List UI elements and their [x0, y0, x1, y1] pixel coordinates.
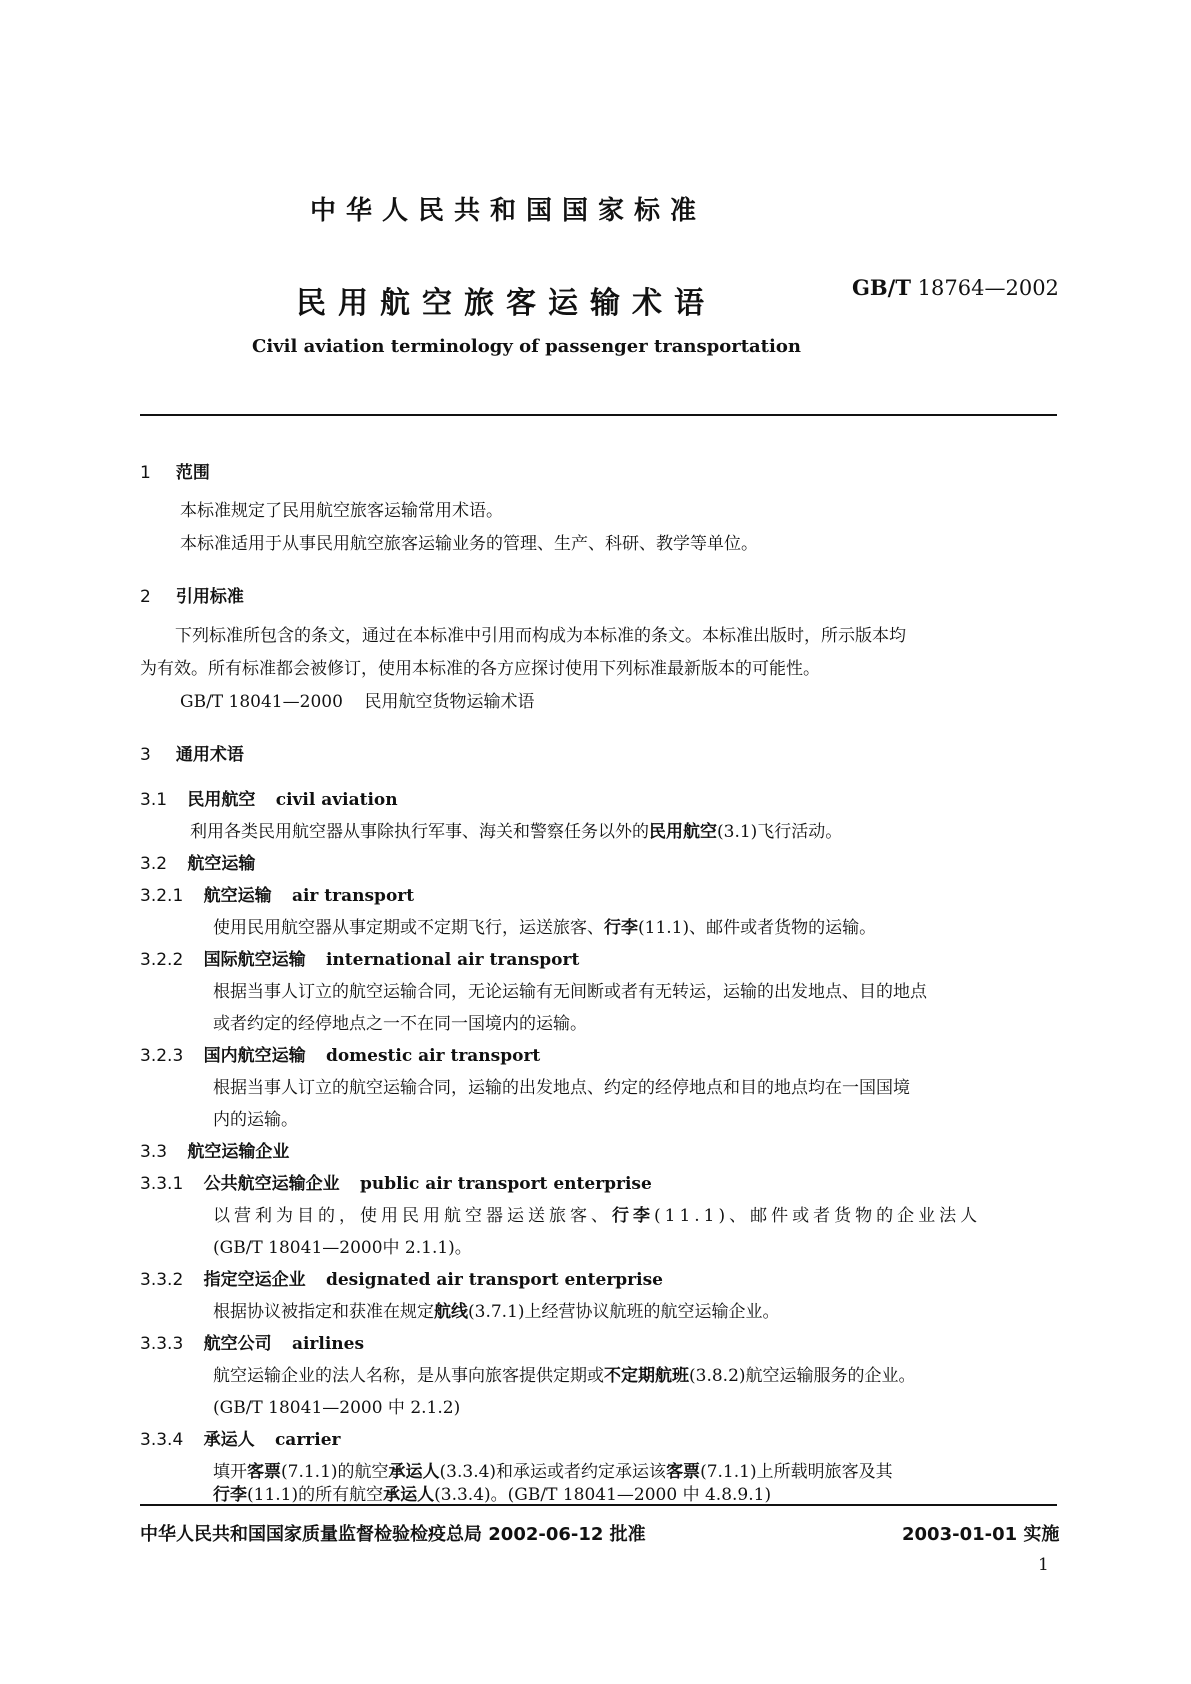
cross-reference-term: 承运人: [383, 1485, 435, 1505]
section-2-para-line-1: 下列标准所包含的条文，通过在本标准中引用而构成为本标准的条文。本标准出版时，所示版本均: [175, 626, 906, 646]
section-2-number: 2: [140, 587, 151, 607]
document-title-cn: 民用航空旅客运输术语: [296, 286, 716, 321]
section-2-heading: [140, 582, 244, 607]
term-3-3-3-definition-line-2: (GB/T 18041—2000 中 2.1.2): [213, 1398, 461, 1418]
cross-reference-term: 承运人: [388, 1462, 440, 1482]
standard-code: [852, 275, 1059, 300]
term-3-3-1-definition-line-2: (GB/T 18041—2000中 2.1.1)。: [213, 1238, 472, 1258]
reference-title: 民用航空货物运输术语: [364, 692, 535, 712]
definition-text: (7.1.1)上所载明旅客及其: [700, 1462, 893, 1482]
cross-reference-term: 民用航空: [649, 822, 717, 842]
term-en: public air transport enterprise: [359, 1174, 652, 1194]
definition-text: 填开: [213, 1462, 247, 1482]
term-3-2-1-definition: [213, 913, 876, 938]
definition-text: 利用各类民用航空器从事除执行军事、海关和警察任务以外的: [190, 822, 649, 842]
term-3-2-3-definition-line-1: 根据当事人订立的航空运输合同，运输的出发地点、约定的经停地点和目的地点均在一国国境: [213, 1078, 910, 1098]
term-3-2-2-heading: [140, 945, 579, 970]
term-cn: 指定空运企业: [203, 1270, 306, 1290]
definition-text: (3.3.4)。(GB/T 18041—2000 中 4.8.9.1): [434, 1485, 772, 1505]
term-number: 3.3.4: [140, 1430, 184, 1450]
section-3-heading: [140, 740, 244, 765]
section-3-title: 通用术语: [175, 745, 244, 765]
header-divider: [140, 414, 1057, 416]
term-3-3-1-definition-line-1: [213, 1201, 981, 1226]
definition-text: 以营利为目的，使用民用航空器运送旅客、: [213, 1206, 612, 1226]
section-1-heading: [140, 458, 210, 483]
term-number: 3.2.3: [140, 1046, 184, 1066]
national-standard-heading: 中华人民共和国国家标准: [310, 196, 707, 226]
term-3-2-2-definition-line-1: 根据当事人订立的航空运输合同，无论运输有无间断或者有无转运，运输的出发地点、目的地点: [213, 982, 927, 1002]
section-2-para-line-2: 为有效。所有标准都会被修订，使用本标准的各方应探讨使用下列标准最新版本的可能性。: [140, 659, 820, 679]
approval-note: 中华人民共和国国家质量监督检验检疫总局 2002-06-12 批准: [140, 1524, 646, 1545]
term-3-3-3-heading: [140, 1329, 364, 1354]
term-3-3-4-heading: [140, 1425, 340, 1450]
term-3-3-3-definition-line-1: [213, 1361, 916, 1386]
cross-reference-term: 行李: [604, 918, 638, 938]
term-number: 3.3.2: [140, 1270, 184, 1290]
term-cn: 承运人: [203, 1430, 255, 1450]
term-en: airlines: [291, 1334, 365, 1354]
cross-reference-term: 行李: [213, 1485, 247, 1505]
definition-text: (3.7.1)上经营协议航班的航空运输企业。: [468, 1302, 780, 1322]
term-cn: 航空运输企业: [187, 1142, 290, 1162]
definition-text: (3.3.4)和承运或者约定承运该: [439, 1462, 667, 1482]
term-number: 3.3.3: [140, 1334, 184, 1354]
term-cn: 国内航空运输: [203, 1046, 306, 1066]
footer-divider: [140, 1504, 1057, 1506]
cross-reference-term: 航线: [434, 1302, 468, 1322]
section-1-line-1: 本标准规定了民用航空旅客运输常用术语。: [180, 501, 503, 521]
definition-text: (11.1)的所有航空: [247, 1485, 384, 1505]
cross-reference-term: 客票: [247, 1462, 281, 1482]
term-number: 3.3.1: [140, 1174, 184, 1194]
term-3-3-4-definition-line-1: [213, 1457, 893, 1482]
term-en: civil aviation: [275, 790, 398, 810]
term-3-3-4-definition-line-2: [213, 1480, 771, 1505]
cross-reference-term: 不定期航班: [604, 1366, 689, 1386]
cross-reference-term: 客票: [666, 1462, 701, 1482]
page-number: 1: [1038, 1555, 1049, 1575]
definition-text: (7.1.1)的航空: [281, 1462, 389, 1482]
term-cn: 航空公司: [203, 1334, 272, 1354]
section-1-line-2: 本标准适用于从事民用航空旅客运输业务的管理、生产、科研、教学等单位。: [180, 534, 758, 554]
standard-code-prefix: GB/T: [852, 275, 911, 300]
term-3-2-heading: [140, 849, 255, 874]
normative-reference: [180, 686, 535, 719]
definition-text: (11.1)、邮件或者货物的运输。: [638, 918, 877, 938]
term-cn: 国际航空运输: [203, 950, 306, 970]
definition-text: (11.1)、邮件或者货物的企业法人: [654, 1206, 982, 1226]
term-3-1-heading: [140, 785, 398, 810]
definition-text: (3.8.2)航空运输服务的企业。: [689, 1366, 916, 1386]
cross-reference-term: 行李: [612, 1206, 654, 1226]
term-3-1-definition: [190, 817, 842, 842]
term-3-2-1-heading: [140, 881, 414, 906]
reference-code: GB/T 18041—2000: [180, 692, 343, 712]
term-cn: 航空运输: [187, 854, 256, 874]
term-3-2-3-definition-line-2: 内的运输。: [213, 1110, 298, 1130]
definition-text: 根据协议被指定和获准在规定: [213, 1302, 434, 1322]
term-cn: 航空运输: [203, 886, 272, 906]
term-en: international air transport: [325, 950, 580, 970]
term-number: 3.2.1: [140, 886, 184, 906]
term-cn: 民用航空: [187, 790, 256, 810]
term-3-3-2-heading: [140, 1265, 663, 1290]
term-3-2-2-definition-line-2: 或者约定的经停地点之一不在同一国境内的运输。: [213, 1014, 587, 1034]
term-3-3-2-definition: [213, 1297, 780, 1322]
term-number: 3.2: [140, 854, 168, 874]
term-en: domestic air transport: [325, 1046, 541, 1066]
definition-text: 使用民用航空器从事定期或不定期飞行，运送旅客、: [213, 918, 604, 938]
term-3-3-1-heading: [140, 1169, 652, 1194]
term-cn: 公共航空运输企业: [203, 1174, 340, 1194]
section-1-title: 范围: [175, 463, 210, 483]
section-1-number: 1: [140, 463, 151, 483]
term-en: carrier: [274, 1430, 341, 1450]
definition-text: 航空运输企业的法人名称，是从事向旅客提供定期或: [213, 1366, 604, 1386]
document-title-en: Civil aviation terminology of passenger transportation: [252, 336, 801, 357]
section-3-number: 3: [140, 745, 151, 765]
term-3-2-3-heading: [140, 1041, 540, 1066]
section-2-title: 引用标准: [175, 587, 244, 607]
standard-code-number: 18764—2002: [917, 276, 1059, 300]
term-en: air transport: [291, 886, 415, 906]
term-number: 3.2.2: [140, 950, 184, 970]
term-number: 3.1: [140, 790, 168, 810]
term-en: designated air transport enterprise: [325, 1270, 663, 1290]
term-number: 3.3: [140, 1142, 168, 1162]
term-3-3-heading: [140, 1137, 289, 1162]
implementation-date: 2003-01-01 实施: [902, 1524, 1060, 1545]
definition-text: (3.1)飞行活动。: [717, 822, 843, 842]
